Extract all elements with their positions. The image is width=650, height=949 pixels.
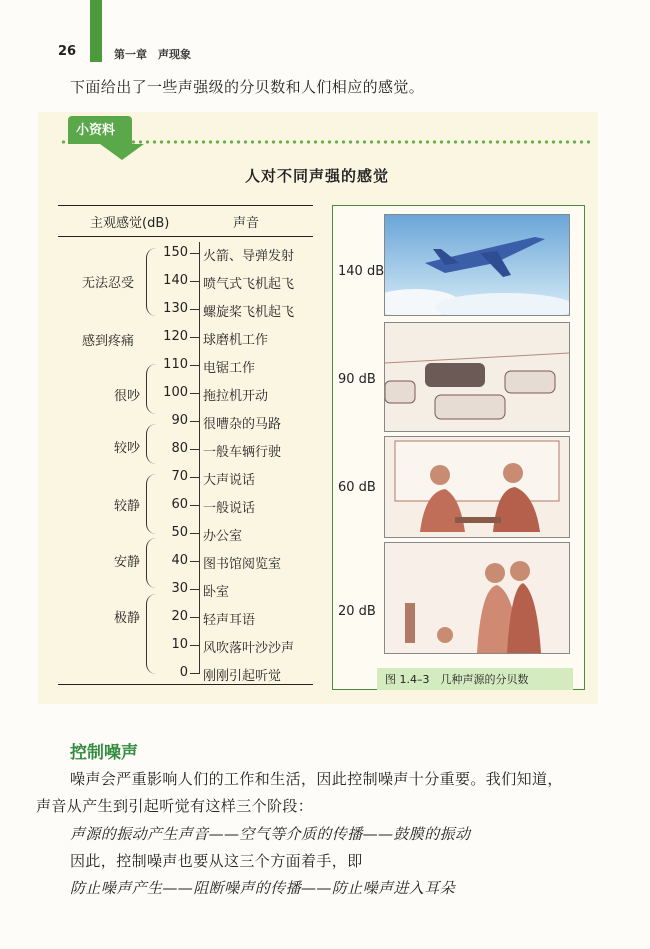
jet-plane-illustration <box>384 214 570 316</box>
column-header-feeling: 主观感觉(dB) <box>90 216 170 231</box>
db-value: 50 <box>171 525 188 540</box>
conversation-illustration <box>384 436 570 538</box>
table-bottom-rule <box>58 684 313 685</box>
noise-control-methods-text: 防止噪声产生——阻断噪声的传播——防止噪声进入耳朵 <box>70 879 456 897</box>
tick <box>190 421 199 422</box>
sound-source: 火箭、导弹发射 <box>203 249 295 264</box>
sound-source: 卧室 <box>203 585 230 600</box>
info-tag: 小资料 <box>76 123 116 138</box>
feeling-label: 感到疼痛 <box>82 334 135 349</box>
db-value: 40 <box>171 553 188 568</box>
db-value: 120 <box>163 329 188 344</box>
feeling-label: 安静 <box>114 555 141 570</box>
sound-source: 风吹落叶沙沙声 <box>203 641 295 656</box>
sound-source: 拖拉机开动 <box>203 389 269 404</box>
tick <box>190 253 199 254</box>
chapter-title: 第一章 声现象 <box>114 48 191 61</box>
db-value: 80 <box>171 441 188 456</box>
db-value: 100 <box>163 385 188 400</box>
db-value: 130 <box>163 301 188 316</box>
sound-source: 图书馆阅览室 <box>203 557 282 572</box>
sound-source: 办公室 <box>203 529 243 544</box>
chapter-color-bar <box>90 0 102 62</box>
db-value: 110 <box>163 357 188 372</box>
db-value: 20 <box>171 609 188 624</box>
sound-source: 刚刚引起听觉 <box>203 669 282 684</box>
sound-stages-text: 声源的振动产生声音——空气等介质的传播——鼓膜的振动 <box>70 825 471 843</box>
tick <box>190 533 199 534</box>
tick <box>190 477 199 478</box>
page-number: 26 <box>58 44 77 59</box>
paragraph-line: 因此，控制噪声也要从这三个方面着手，即 <box>70 852 363 870</box>
tick <box>190 645 199 646</box>
db-label: 90 dB <box>338 372 376 387</box>
column-header-sound: 声音 <box>233 216 260 231</box>
brace <box>146 594 159 674</box>
db-value: 0 <box>179 665 188 680</box>
db-scale-axis <box>199 242 200 674</box>
table-header-rule <box>58 236 313 237</box>
sound-source: 一般车辆行驶 <box>203 445 282 460</box>
tick <box>190 673 199 674</box>
paragraph-line: 噪声会严重影响人们的工作和生活，因此控制噪声十分重要。我们知道， <box>70 770 563 788</box>
figure-caption: 图 1.4–3 几种声源的分贝数 <box>385 673 529 686</box>
table-title: 人对不同声强的感觉 <box>245 167 390 185</box>
sound-source: 大声说话 <box>203 473 256 488</box>
sound-source: 螺旋桨飞机起飞 <box>203 305 295 320</box>
db-value: 140 <box>163 273 188 288</box>
sound-source: 轻声耳语 <box>203 613 256 628</box>
paragraph-line: 声音从产生到引起听觉有这样三个阶段： <box>36 797 314 815</box>
traffic-road-illustration <box>384 322 570 432</box>
sound-source: 一般说话 <box>203 501 256 516</box>
feeling-label: 无法忍受 <box>82 276 135 291</box>
tick <box>190 393 199 394</box>
feeling-label: 较吵 <box>114 441 141 456</box>
tick <box>190 365 199 366</box>
db-label: 140 dB <box>338 264 385 279</box>
tick <box>190 337 199 338</box>
table-top-rule <box>58 205 313 206</box>
db-label: 60 dB <box>338 480 376 495</box>
db-value: 60 <box>171 497 188 512</box>
whisper-illustration <box>384 542 570 654</box>
tick <box>190 309 199 310</box>
db-value: 30 <box>171 581 188 596</box>
sound-source: 球磨机工作 <box>203 333 269 348</box>
tag-arrow-icon <box>100 144 144 160</box>
tick <box>190 617 199 618</box>
sound-source: 喷气式飞机起飞 <box>203 277 295 292</box>
tick <box>190 281 199 282</box>
section-heading: 控制噪声 <box>70 743 138 763</box>
tick <box>190 561 199 562</box>
db-value: 70 <box>171 469 188 484</box>
intro-text: 下面给出了一些声强级的分贝数和人们相应的感觉。 <box>70 78 425 96</box>
tick <box>190 505 199 506</box>
feeling-label: 较静 <box>114 499 141 514</box>
feeling-label: 极静 <box>114 611 141 626</box>
feeling-label: 很吵 <box>114 389 141 404</box>
tick <box>190 449 199 450</box>
db-label: 20 dB <box>338 604 376 619</box>
db-value: 90 <box>171 413 188 428</box>
sound-source: 电锯工作 <box>203 361 256 376</box>
db-value: 150 <box>163 245 188 260</box>
tick <box>190 589 199 590</box>
sound-source: 很嘈杂的马路 <box>203 417 282 432</box>
db-value: 10 <box>171 637 188 652</box>
